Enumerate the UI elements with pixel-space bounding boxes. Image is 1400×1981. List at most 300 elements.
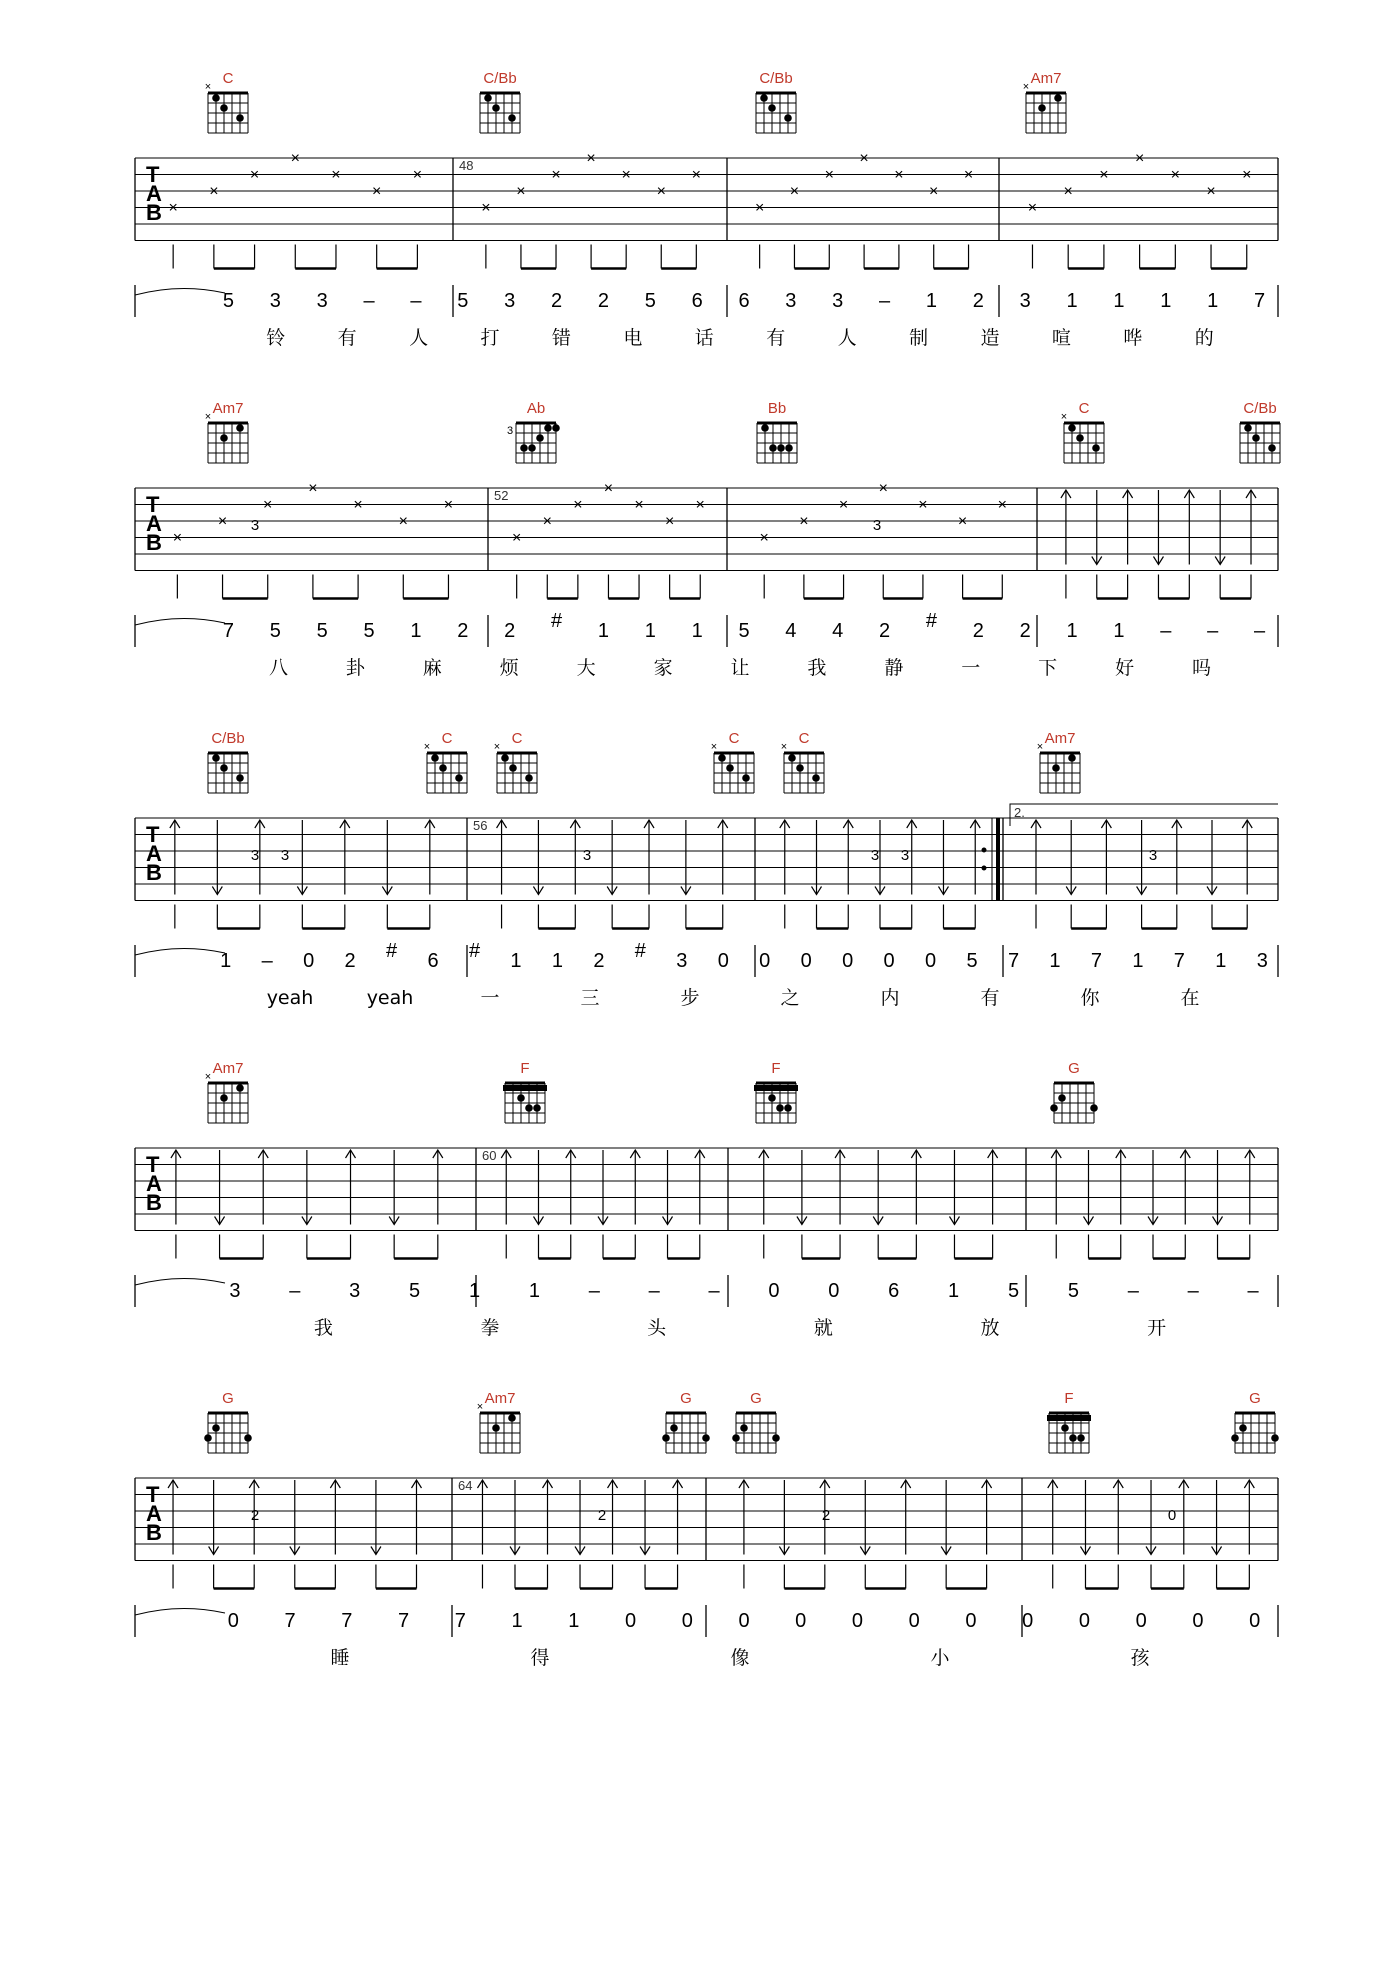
lyric-syllable: 电 — [623, 327, 643, 349]
chord-dot — [220, 1094, 228, 1102]
chord-diagram-f — [503, 1060, 547, 1123]
chord-mute-mark: × — [204, 81, 212, 93]
tab-x-note: × — [859, 150, 869, 167]
numbered-note: 5 — [457, 290, 469, 312]
lyric-syllable: 打 — [480, 327, 500, 349]
chord-dot — [1050, 1104, 1058, 1112]
chord-dot — [788, 754, 796, 762]
tab-x-note: × — [443, 496, 454, 514]
chord-dot — [1068, 424, 1076, 432]
volta-label: 2. — [1014, 805, 1025, 820]
numbered-note: 0 — [1022, 1610, 1034, 1632]
chord-dot — [1061, 1424, 1069, 1432]
chord-mute-mark: × — [204, 411, 212, 423]
tab-x-note: × — [789, 183, 800, 200]
lyric-syllable: yeah — [266, 987, 314, 1009]
tab-x-note: × — [691, 166, 701, 184]
chord-diagram-f — [1047, 1390, 1091, 1453]
tie-arc — [135, 1278, 225, 1285]
chord-dot — [212, 1424, 220, 1432]
numbered-note: 7 — [1254, 290, 1266, 312]
sharp-sign: # — [468, 940, 481, 962]
chord-dot — [220, 764, 228, 772]
numbered-note: 0 — [1135, 1610, 1147, 1632]
tab-staff — [135, 1148, 1278, 1259]
chord-name: Am7 — [212, 400, 244, 417]
tab-x-note: × — [168, 199, 178, 217]
chord-name: Am7 — [212, 1060, 244, 1077]
chord-dot — [772, 1434, 780, 1442]
tab-x-note: × — [634, 496, 644, 514]
tab-staff — [135, 1478, 1278, 1589]
numbered-note: 3 — [229, 1280, 241, 1302]
numbered-note: 1 — [528, 1280, 540, 1302]
chord-name: G — [750, 1390, 762, 1407]
tab-clef-t: T — [146, 492, 160, 517]
numbered-note: 1 — [597, 620, 609, 642]
chord-dot — [769, 444, 777, 452]
numbered-note: 0 — [624, 1610, 637, 1632]
tab-clef-t: T — [146, 1152, 160, 1177]
tab-x-note: × — [331, 166, 341, 184]
numbered-note: 2 — [457, 620, 469, 642]
tab-clef-b: B — [146, 200, 162, 225]
chord-dot — [784, 1104, 792, 1112]
chord-dot — [244, 1434, 252, 1442]
chord-diagram-ab — [516, 400, 560, 463]
numbered-note: 3 — [832, 290, 844, 312]
tab-clef-a: A — [146, 511, 162, 536]
tab-x-note: × — [894, 166, 904, 184]
lyric-syllable: 一 — [961, 657, 981, 679]
numbered-note: 3 — [269, 290, 281, 312]
tab-x-note: × — [603, 480, 614, 497]
tab-x-note: × — [551, 166, 561, 184]
numbered-note: 0 — [227, 1610, 239, 1632]
chord-diagram-c-bb — [1240, 400, 1280, 463]
tie-arc — [135, 1608, 225, 1615]
chord-name: G — [680, 1390, 692, 1407]
numbered-notation — [135, 285, 1278, 349]
bar-number: 64 — [458, 1478, 473, 1493]
chord-dot — [768, 1094, 776, 1102]
numbered-note: 0 — [842, 950, 854, 972]
lyric-syllable: 放 — [980, 1317, 1000, 1339]
tab-x-note: × — [759, 529, 769, 547]
chord-dot — [718, 754, 726, 762]
lyric-syllable: 小 — [930, 1647, 950, 1669]
chord-dot — [784, 114, 792, 122]
numbered-note: 1 — [1066, 290, 1078, 312]
chord-dot — [212, 754, 220, 762]
tab-x-note: × — [249, 166, 260, 184]
sharp-sign: # — [550, 610, 563, 632]
lyric-syllable: 哗 — [1123, 327, 1143, 349]
chord-dot — [732, 1434, 740, 1442]
lyric-syllable: yeah — [366, 987, 414, 1009]
chord-dot — [544, 424, 552, 432]
numbered-note: 6 — [888, 1280, 900, 1302]
numbered-note: 7 — [222, 620, 234, 642]
tab-x-note: × — [1134, 150, 1145, 167]
chord-dot — [455, 774, 463, 782]
tab-x-note: × — [1099, 166, 1109, 184]
tab-x-note: × — [1206, 183, 1216, 200]
tab-x-note: × — [398, 513, 408, 530]
chord-diagram-c-bb — [756, 70, 796, 133]
numbered-note: 4 — [832, 620, 844, 642]
chord-diagram-g — [732, 1390, 780, 1453]
lyric-syllable: 下 — [1038, 657, 1058, 679]
chord-diagram-g — [1231, 1390, 1279, 1453]
numbered-note: – — [879, 290, 891, 312]
chord-mute-mark: × — [423, 741, 431, 753]
chord-dot — [742, 774, 750, 782]
numbered-note: 0 — [965, 1610, 977, 1632]
tab-x-note: × — [1027, 199, 1038, 217]
lyric-syllable: 静 — [884, 657, 904, 679]
chord-dot — [1077, 1434, 1085, 1442]
lyric-syllable: 人 — [409, 327, 429, 349]
tab-x-note: × — [878, 480, 888, 497]
chord-name: C — [222, 70, 234, 87]
tab-clef-t: T — [146, 822, 160, 847]
chord-diagram-am7 — [1023, 70, 1066, 133]
chord-dot — [528, 444, 536, 452]
numbered-note: 2 — [597, 290, 609, 312]
chord-dot — [702, 1434, 710, 1442]
numbered-note: 2 — [972, 290, 984, 312]
lyric-syllable: 有 — [980, 987, 1000, 1009]
tab-x-note: × — [997, 496, 1007, 514]
numbered-note: 1 — [691, 620, 703, 642]
lyric-syllable: 话 — [694, 327, 714, 349]
chord-dot — [1231, 1434, 1239, 1442]
numbered-note: 7 — [1090, 950, 1102, 972]
numbered-note: 2 — [972, 620, 984, 642]
lyric-syllable: 就 — [813, 1317, 833, 1339]
tie-arc — [135, 288, 225, 295]
chord-name: G — [1249, 1390, 1261, 1407]
chord-dot — [236, 114, 244, 122]
numbered-notation — [135, 940, 1278, 1009]
chord-dot — [768, 104, 776, 112]
chord-diagram-c — [424, 730, 467, 793]
bar-number: 56 — [473, 818, 488, 833]
tab-x-note: × — [1242, 166, 1252, 184]
chord-dot — [1252, 434, 1260, 442]
chord-dot — [1239, 1424, 1247, 1432]
numbered-note: – — [261, 950, 273, 972]
chord-dot — [1090, 1104, 1098, 1112]
tab-x-note: × — [586, 150, 596, 167]
chord-dot — [236, 774, 244, 782]
chord-dot — [785, 444, 793, 452]
bar-number: 60 — [482, 1148, 497, 1163]
numbered-note: – — [708, 1280, 720, 1302]
tab-clef-a: A — [146, 841, 162, 866]
lyric-syllable: 你 — [1080, 987, 1100, 1009]
lyric-syllable: 步 — [680, 987, 700, 1009]
chord-mute-mark: × — [476, 1401, 484, 1413]
numbered-note: 3 — [504, 290, 516, 312]
lyric-syllable: 开 — [1147, 1317, 1167, 1339]
chord-diagram-am7 — [1037, 730, 1080, 793]
chord-barre — [503, 1085, 547, 1091]
numbered-note: 5 — [644, 290, 656, 312]
numbered-note: 0 — [795, 1610, 807, 1632]
chord-dot — [1058, 1094, 1066, 1102]
chord-dot — [662, 1434, 670, 1442]
chord-diagram-am7 — [205, 1060, 248, 1123]
tab-x-note: × — [263, 496, 273, 514]
chord-name: C — [511, 730, 523, 747]
numbered-note: 5 — [316, 620, 328, 642]
chord-dot — [1268, 444, 1276, 452]
lyric-syllable: 一 — [480, 987, 500, 1009]
chord-name: C/Bb — [759, 70, 793, 87]
chord-dot — [220, 434, 228, 442]
numbered-note: 5 — [1007, 1280, 1020, 1302]
chord-dot — [536, 434, 544, 442]
tab-x-note: × — [290, 150, 300, 167]
chord-dot — [552, 424, 560, 432]
chord-name: Ab — [526, 400, 546, 417]
lyric-syllable: 错 — [551, 327, 571, 349]
lyric-syllable: 麻 — [422, 657, 442, 679]
numbered-note: 2 — [344, 950, 356, 972]
chord-dot — [439, 764, 447, 772]
numbered-note: 3 — [785, 290, 797, 312]
chord-dot — [761, 424, 769, 432]
chord-mute-mark: × — [780, 741, 788, 753]
numbered-note: 1 — [1215, 950, 1227, 972]
chord-name: Am7 — [1030, 70, 1062, 87]
bar-number: 52 — [494, 488, 509, 503]
numbered-note: 0 — [681, 1610, 693, 1632]
chord-barre — [1047, 1415, 1091, 1421]
lyric-syllable: 睡 — [330, 1647, 350, 1669]
numbered-note: 0 — [768, 1280, 780, 1302]
lyric-syllable: 卦 — [345, 657, 365, 679]
repeat-dot — [982, 866, 987, 871]
volta-bracket — [1010, 804, 1278, 826]
tab-fret-number: 3 — [872, 517, 882, 534]
sharp-sign: # — [386, 940, 398, 962]
lyric-syllable: 铃 — [266, 327, 286, 349]
bar-number: 48 — [459, 158, 474, 173]
tab-x-note: × — [656, 183, 666, 200]
tab-fret-number: 3 — [870, 847, 880, 864]
lyric-syllable: 烦 — [499, 657, 519, 679]
numbered-note: 1 — [1160, 290, 1172, 312]
lyric-syllable: 我 — [807, 657, 827, 679]
numbered-note: 7 — [1173, 950, 1185, 972]
sharp-sign: # — [925, 610, 938, 632]
tab-clef-t: T — [146, 1482, 160, 1507]
numbered-note: 1 — [1049, 950, 1061, 972]
tab-x-note: × — [929, 183, 939, 200]
lyric-syllable: 孩 — [1130, 1647, 1150, 1669]
numbered-note: 1 — [925, 290, 938, 312]
chord-dot — [212, 94, 220, 102]
numbered-note: 7 — [454, 1610, 466, 1632]
chord-name: G — [222, 1390, 234, 1407]
chord-name: F — [1064, 1390, 1074, 1407]
lyric-syllable: 制 — [909, 327, 929, 349]
tab-x-note: × — [918, 496, 928, 514]
chord-mute-mark: × — [493, 741, 501, 753]
tab-x-note: × — [516, 183, 526, 200]
tie-arc — [135, 618, 225, 625]
tab-staff — [135, 480, 1278, 599]
chord-mute-mark: × — [1022, 81, 1030, 93]
chord-diagram-c — [711, 730, 754, 793]
numbered-note: 6 — [427, 950, 439, 972]
numbered-note: 1 — [551, 950, 563, 972]
lyric-syllable: 三 — [580, 987, 600, 1009]
sharp-sign: # — [634, 940, 646, 962]
chord-dot — [670, 1424, 678, 1432]
numbered-note: 0 — [925, 950, 937, 972]
chord-dot — [812, 774, 820, 782]
tab-fret-number: 2 — [597, 1507, 607, 1524]
numbered-note: – — [588, 1280, 600, 1302]
numbered-note: 1 — [644, 620, 656, 642]
numbered-note: 2 — [879, 620, 891, 642]
chord-dot — [525, 774, 533, 782]
chord-dot — [509, 764, 517, 772]
chord-diagram-am7 — [477, 1390, 520, 1453]
numbered-note: 7 — [341, 1610, 353, 1632]
tab-x-note: × — [353, 496, 363, 514]
tab-fret-number: 3 — [250, 847, 260, 864]
tab-x-note: × — [838, 496, 849, 514]
lyric-syllable: 好 — [1115, 657, 1135, 679]
numbered-note: 1 — [468, 1280, 481, 1302]
numbered-note: 5 — [269, 620, 281, 642]
chord-name: G — [1068, 1060, 1080, 1077]
tab-x-note: × — [209, 183, 219, 200]
chord-diagram-g — [662, 1390, 710, 1453]
numbered-note: 1 — [511, 1610, 523, 1632]
chord-dot — [501, 754, 509, 762]
tab-x-note: × — [372, 183, 382, 200]
numbered-note: 7 — [284, 1610, 296, 1632]
lyric-syllable: 吗 — [1192, 657, 1212, 679]
numbered-note: 0 — [303, 950, 315, 972]
chord-name: C — [798, 730, 810, 747]
chord-mute-mark: × — [1060, 411, 1068, 423]
numbered-note: 5 — [363, 620, 375, 642]
tab-clef-t: T — [146, 162, 160, 187]
chord-dot — [517, 1094, 525, 1102]
chord-dot — [508, 1414, 516, 1422]
numbered-note: 0 — [1249, 1610, 1261, 1632]
chord-dot — [760, 94, 768, 102]
tab-clef-a: A — [146, 181, 162, 206]
numbered-note: 3 — [1019, 290, 1031, 312]
numbered-note: 2 — [550, 290, 563, 312]
numbered-note: 0 — [828, 1280, 840, 1302]
numbered-note: 0 — [851, 1610, 864, 1632]
chord-dot — [796, 764, 804, 772]
numbered-note: 5 — [966, 950, 978, 972]
lyric-syllable: 家 — [653, 657, 673, 679]
chord-dot — [236, 424, 244, 432]
chord-name: C/Bb — [1243, 400, 1277, 417]
tab-fret-number: 3 — [582, 847, 592, 864]
lyric-syllable: 头 — [647, 1317, 667, 1339]
numbered-note: 6 — [738, 290, 750, 312]
chord-dot — [484, 94, 492, 102]
chord-diagram-c — [205, 70, 248, 133]
lyric-syllable: 在 — [1180, 987, 1200, 1009]
chord-diagram-c — [781, 730, 824, 793]
numbered-note: 5 — [409, 1280, 421, 1302]
numbered-note: 1 — [220, 950, 232, 972]
numbered-note: 1 — [1207, 290, 1219, 312]
numbered-note: – — [1160, 620, 1172, 642]
chord-dot — [726, 764, 734, 772]
chord-dot — [492, 1424, 500, 1432]
tab-clef-b: B — [146, 1520, 162, 1545]
numbered-note: 7 — [398, 1610, 410, 1632]
lyric-syllable: 让 — [730, 657, 750, 679]
chord-dot — [220, 104, 228, 112]
tab-fret-number: 3 — [1148, 847, 1158, 864]
tab-x-note: × — [512, 529, 522, 547]
lyric-syllable: 拳 — [480, 1317, 500, 1339]
chord-barre — [754, 1085, 798, 1091]
chord-name: Bb — [767, 400, 787, 417]
numbered-note: 1 — [568, 1610, 580, 1632]
tab-x-note: × — [621, 166, 631, 184]
numbered-note: 0 — [759, 950, 771, 972]
numbered-note: 5 — [738, 620, 750, 642]
numbered-note: 2 — [593, 950, 605, 972]
tab-x-note: × — [542, 513, 552, 530]
chord-dot — [1068, 754, 1076, 762]
chord-dot — [1054, 94, 1062, 102]
repeat-dot — [982, 848, 987, 853]
numbered-note: – — [363, 290, 375, 312]
chord-dot — [520, 444, 528, 452]
tab-clef-b: B — [146, 1190, 162, 1215]
tab-x-note: × — [1170, 166, 1180, 184]
chord-name: C — [1078, 400, 1090, 417]
lyric-syllable: 像 — [730, 1647, 750, 1669]
lyric-syllable: 之 — [780, 987, 800, 1009]
chord-mute-mark: × — [204, 1071, 212, 1083]
tab-staff — [135, 150, 1278, 269]
numbered-note: 0 — [717, 950, 729, 972]
chord-diagram-am7 — [205, 400, 248, 463]
chord-dot — [1271, 1434, 1279, 1442]
chord-dot — [1038, 104, 1046, 112]
numbered-note: – — [410, 290, 422, 312]
numbered-note: – — [1127, 1280, 1139, 1302]
chord-diagram-c-bb — [480, 70, 520, 133]
chord-dot — [1052, 764, 1060, 772]
numbered-note: 0 — [908, 1610, 920, 1632]
numbered-note: – — [1187, 1280, 1199, 1302]
chord-mute-mark: × — [710, 741, 718, 753]
tab-clef-a: A — [146, 1171, 162, 1196]
numbered-note: – — [1247, 1280, 1259, 1302]
numbered-note: 1 — [1113, 290, 1125, 312]
tab-fret-number: 3 — [900, 847, 910, 864]
